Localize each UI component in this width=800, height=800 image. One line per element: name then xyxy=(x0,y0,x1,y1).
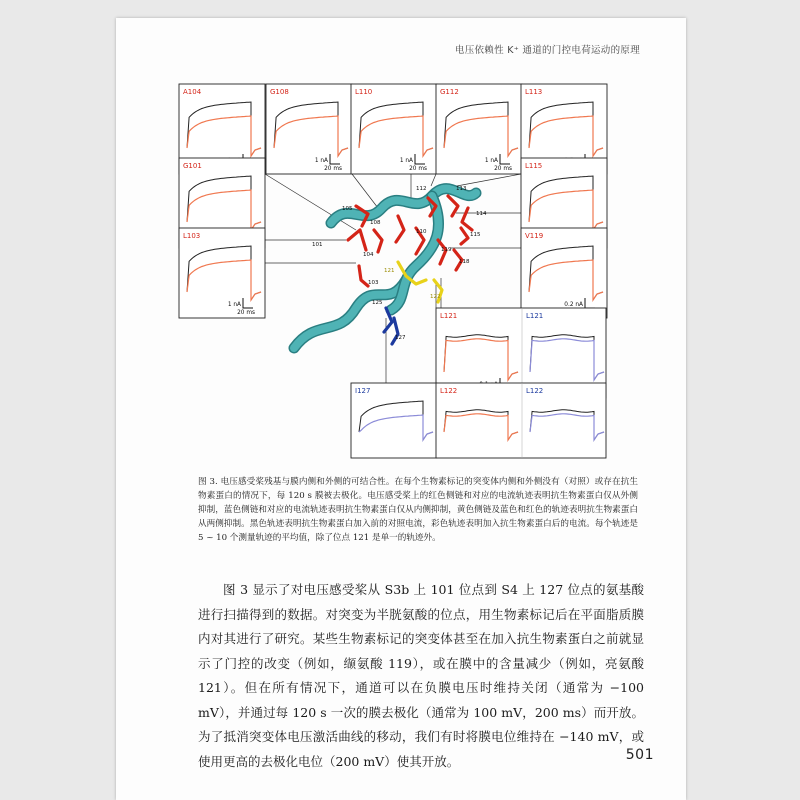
book-page xyxy=(116,18,686,800)
residue-number-label: 101 xyxy=(312,242,323,248)
trace-panel xyxy=(521,228,607,318)
scale-current-label: 1 nA xyxy=(314,158,328,164)
side-chain-stick xyxy=(462,208,472,230)
residue-number-label: 121 xyxy=(384,268,395,274)
scale-time-label: 20 ms xyxy=(494,166,512,172)
running-head: 电压依赖性 K⁺ 通道的门控电荷运动的原理 xyxy=(454,45,640,56)
trace-panel-label: V119 xyxy=(525,232,544,240)
trace-panel-label: A104 xyxy=(183,88,202,96)
side-chain-stick xyxy=(348,230,366,250)
scale-current-label: 1 nA xyxy=(484,158,498,164)
residue-number-label: 122 xyxy=(430,294,441,300)
side-chain-stick xyxy=(396,216,404,242)
trace-panel-label: L115 xyxy=(525,162,543,170)
page-number: 501 xyxy=(625,747,654,763)
scale-current-label: 0.2 nA xyxy=(564,302,583,308)
trace-panel xyxy=(351,84,437,174)
residue-number-label: 110 xyxy=(416,229,427,235)
side-chain-stick xyxy=(461,228,468,244)
side-chain-stick xyxy=(359,266,368,286)
residue-number-label: 103 xyxy=(368,280,379,286)
trace-panel-label: L122 xyxy=(526,387,544,395)
trace-panel-label: L121 xyxy=(526,312,544,320)
trace-panel xyxy=(179,228,265,318)
scale-current-label: 1 nA xyxy=(227,302,241,308)
residue-number-label: 112 xyxy=(416,186,427,192)
residue-number-label: 113 xyxy=(456,186,467,192)
connector-line xyxy=(431,174,436,186)
trace-panel xyxy=(436,84,522,174)
scale-time-label: 20 ms xyxy=(409,166,427,172)
trace-panel-label: L121 xyxy=(440,312,458,320)
trace-panel-label: G112 xyxy=(440,88,459,96)
residue-number-label: 108 xyxy=(370,220,381,226)
trace-panel-frame xyxy=(436,383,606,458)
residue-number-label: 104 xyxy=(363,252,374,258)
trace-panel-label: L110 xyxy=(355,88,373,96)
scale-current-label: 1 nA xyxy=(399,158,413,164)
trace-panel xyxy=(351,383,437,458)
connector-line xyxy=(352,174,378,208)
residue-number-label: 114 xyxy=(476,211,487,217)
trace-panel xyxy=(266,84,352,174)
trace-panel-label: G108 xyxy=(270,88,289,96)
residue-number-label: 105 xyxy=(342,206,353,212)
trace-panel-label: L122 xyxy=(440,387,458,395)
residue-number-label: 125 xyxy=(372,300,383,306)
scale-time-label: 20 ms xyxy=(324,166,342,172)
connector-line xyxy=(265,174,356,230)
scale-time-label: 20 ms xyxy=(237,310,255,316)
residue-number-label: 127 xyxy=(395,335,406,341)
side-chain-stick xyxy=(374,230,382,252)
trace-panel xyxy=(436,383,606,458)
residue-number-label: 118 xyxy=(459,259,470,265)
residue-number-label: 119 xyxy=(441,247,452,253)
trace-panel-label: L103 xyxy=(183,232,201,240)
trace-panel-label: I127 xyxy=(355,387,371,395)
figure-3 xyxy=(116,18,686,468)
trace-panel-label: L113 xyxy=(525,88,543,96)
body-paragraph: 图 3 显示了对电压感受桨从 S3b 上 101 位点到 S4 上 127 位点的氨基酸进行扫描得到的数据。对突变为半胱氨酸的位点，用生物素标记后在平面脂质膜内对其进行了研究。某些生物素标记的突变体甚至在加入抗生物素蛋白之前就显示了门控的改变（例如，缬氨酸 119），或在膜中的含量减少（例如，亮氨酸 121）。但在所有情况下，通道可以在负膜电压时维持关闭（通常为 −100 mV），并通过每 120 s 一次的膜去极化（通常为 100 mV，200 ms）而开放。为了抵消突变体电压激活曲线的移动，我们有时将膜电位维持在 −140 mV，或使用更高的去极化电位（200 mV）使其开放。 xyxy=(198,582,644,769)
residue-number-label: 115 xyxy=(470,232,481,238)
figure-caption: 图 3. 电压感受桨残基与膜内侧和外侧的可结合性。在每个生物素标记的突变体内侧和外侧没有（对照）或存在抗生物素蛋白的情况下，每 120 s 膜被去极化。电压感受桨上的红色侧链和对应的电流轨迹表明抗生物素蛋白仅从外侧抑制，蓝色侧链和对应的电流轨迹表明抗生物素蛋白仅从内侧抑制，黄色侧链及蓝色和红色的轨迹表明抗生物素蛋白从两侧抑制。黑色轨迹表明抗生物素蛋白加入前的对照电流，彩色轨迹表明加入抗生物素蛋白后的电流。每个轨迹是 5 ~ 10 个测量轨迹的平均值，除了位点 121 是单一的轨迹外。 xyxy=(198,477,638,543)
trace-panel-label: G101 xyxy=(183,162,202,170)
